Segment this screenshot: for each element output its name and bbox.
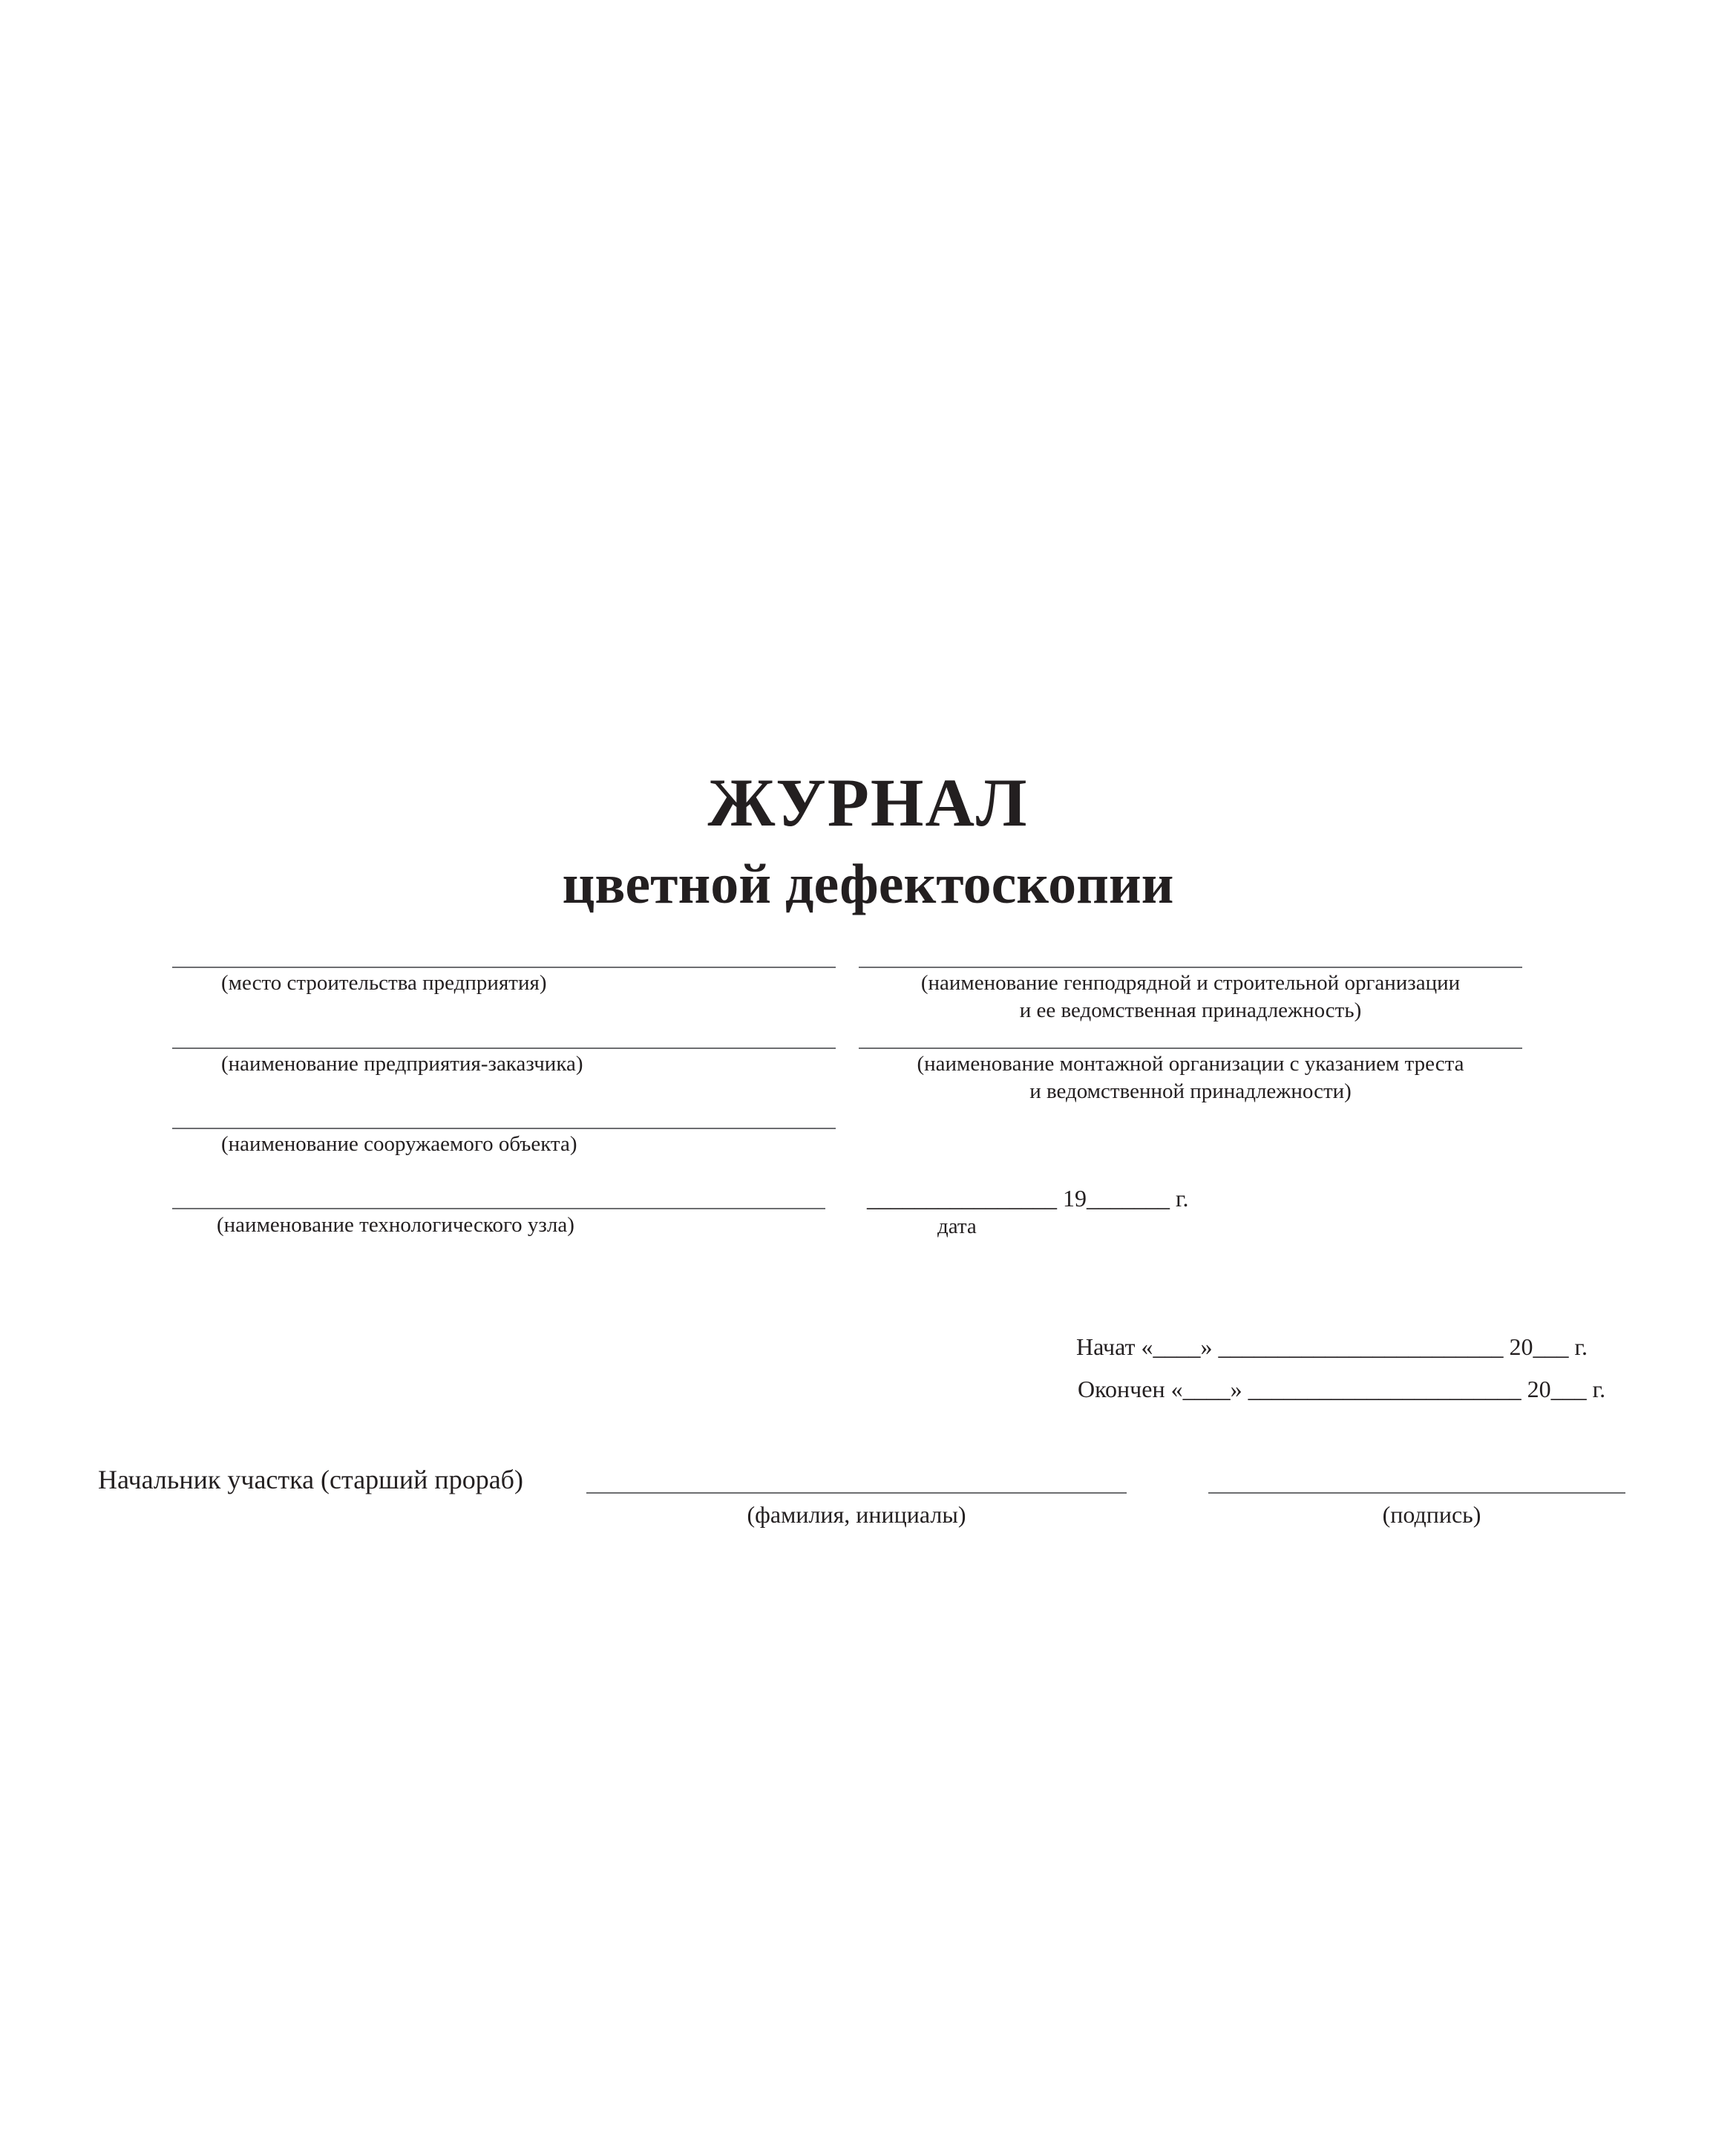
general-contractor-caption-2: и ее ведомственная принадлежность) xyxy=(1019,999,1362,1022)
document-title: ЖУРНАЛ xyxy=(707,765,1029,840)
date-caption: дата xyxy=(937,1215,977,1238)
customer-caption: (наименование предприятия-заказчика) xyxy=(221,1052,583,1076)
customer-field[interactable] xyxy=(172,1048,836,1049)
tech-node-field[interactable] xyxy=(172,1208,825,1209)
assembly-org-caption-1: (наименование монтажной организации с указанием треста xyxy=(917,1052,1464,1076)
chief-name-caption: (фамилия, инициалы) xyxy=(747,1501,966,1528)
finished-field[interactable]: Окончен «____» _______________________ 20___ г. xyxy=(1078,1376,1606,1402)
chief-signature-field[interactable] xyxy=(1208,1492,1625,1494)
assembly-org-field[interactable] xyxy=(859,1048,1522,1049)
document-subtitle: цветной дефектоскопии xyxy=(562,853,1174,915)
tech-node-caption: (наименование технологического узла) xyxy=(217,1213,574,1237)
construction-site-field[interactable] xyxy=(172,967,836,968)
general-contractor-field[interactable] xyxy=(859,967,1522,968)
chief-name-field[interactable] xyxy=(586,1492,1127,1494)
started-field[interactable]: Начат «____» ________________________ 20___ г. xyxy=(1076,1333,1588,1360)
object-field[interactable] xyxy=(172,1128,836,1129)
date-field[interactable]: ________________ 19_______ г. xyxy=(867,1185,1189,1212)
chief-signature-caption: (подпись) xyxy=(1382,1501,1481,1528)
construction-site-caption: (место строительства предприятия) xyxy=(221,971,547,995)
chief-label: Начальник участка (старший прораб) xyxy=(98,1465,523,1494)
object-caption: (наименование сооружаемого объекта) xyxy=(221,1132,577,1156)
general-contractor-caption-1: (наименование генподрядной и строительной организации xyxy=(920,971,1461,995)
assembly-org-caption-2: и ведомственной принадлежности) xyxy=(1029,1079,1352,1103)
